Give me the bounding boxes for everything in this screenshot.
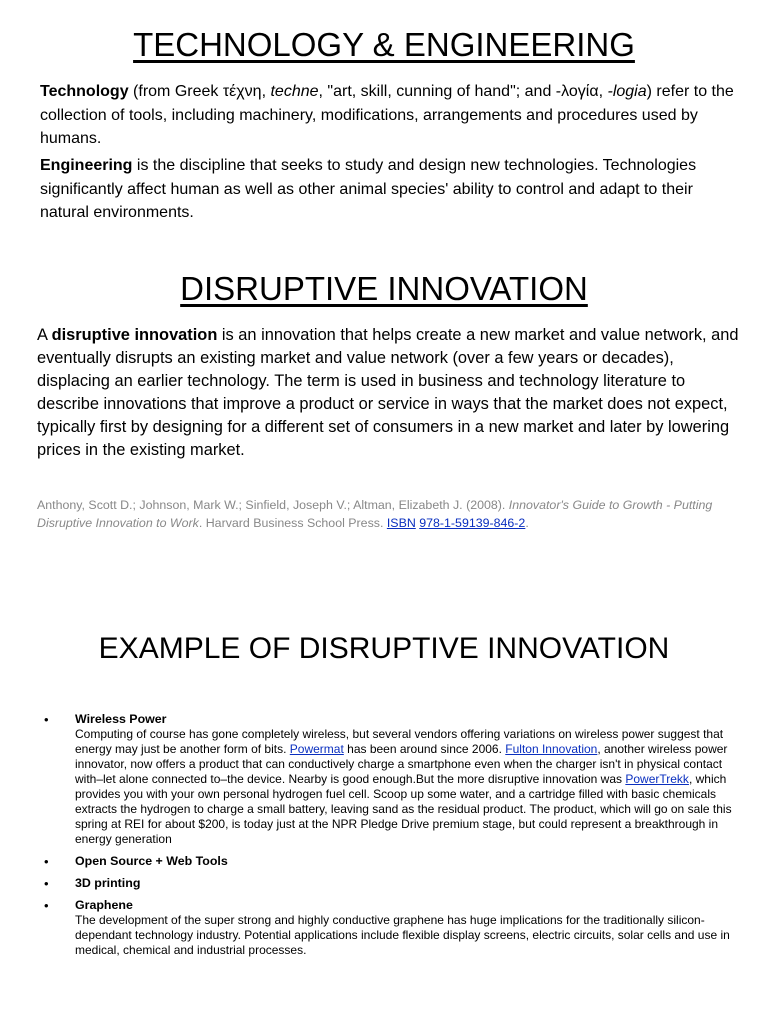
disruptive-paragraph bbox=[37, 324, 743, 462]
example-list bbox=[44, 712, 734, 958]
tech-text-2: , bbox=[261, 83, 271, 100]
techne-italic: techne bbox=[270, 83, 319, 100]
list-item-open-source bbox=[44, 854, 734, 869]
citation-end: . bbox=[525, 516, 529, 530]
logia-italic: -logia bbox=[607, 83, 647, 100]
list-item-3d-printing bbox=[44, 876, 734, 891]
graphene-text: The development of the super strong and highly conductive graphene has huge implications for the traditionally silicon-dependant technology industry. Potential applications include flexible display screens, electric circuits, solar cells and use in medical, chemical and industrial processes. bbox=[75, 913, 730, 957]
tech-text-4: , bbox=[598, 83, 608, 100]
graphene-heading: Graphene bbox=[75, 898, 133, 912]
wireless-text-3: , another wireless power innovator, now offers a product that can conductively charge a smartphone even when the charger isn't in physical contact with–let alone connected to–the device. Nearby is good enough.But the more disruptive innovation was bbox=[75, 742, 728, 786]
open-source-heading: Open Source + Web Tools bbox=[75, 854, 228, 868]
list-item-wireless-power bbox=[44, 712, 734, 847]
engineering-term: Engineering bbox=[40, 157, 133, 174]
tech-text-5: ) refer to the collection of tools, including machinery, modifications, arrangements and procedures used by humans. bbox=[40, 83, 734, 147]
list-item-graphene bbox=[44, 898, 734, 958]
bullet-icon: • bbox=[44, 898, 49, 913]
isbn-number-link[interactable]: 978-1-59139-846-2 bbox=[419, 516, 526, 530]
greek-logia: -λογία bbox=[555, 83, 599, 100]
powertrekk-link[interactable]: PowerTrekk bbox=[625, 772, 689, 786]
wireless-text-1: Computing of course has gone completely wireless, but several vendors offering variations on wireless power suggest that energy may just be another form of bits. bbox=[75, 727, 724, 756]
citation bbox=[37, 496, 737, 532]
bullet-icon: • bbox=[44, 876, 49, 891]
disruptive-term: disruptive innovation bbox=[51, 326, 218, 344]
citation-authors: Anthony, Scott D.; Johnson, Mark W.; Sinfield, Joseph V.; Altman, Elizabeth J. (2008). bbox=[37, 498, 509, 512]
technology-paragraph bbox=[40, 80, 740, 151]
title-example-disruptive-innovation: EXAMPLE OF DISRUPTIVE INNOVATION bbox=[98, 632, 670, 665]
engineering-paragraph bbox=[40, 154, 740, 225]
bullet-icon: • bbox=[44, 854, 49, 869]
citation-book: Innovator's Guide to Growth - Putting Disruptive Innovation to Work bbox=[37, 498, 713, 530]
title-disruptive-innovation: DISRUPTIVE INNOVATION bbox=[180, 270, 588, 307]
tech-text-3: , "art, skill, cunning of hand"; and bbox=[318, 83, 556, 100]
tech-text-1: (from Greek bbox=[128, 83, 223, 100]
greek-techne: τέχνη bbox=[222, 83, 262, 100]
wireless-text-2: has been around since 2006. bbox=[343, 742, 506, 756]
citation-publisher: . Harvard Business School Press. bbox=[198, 516, 387, 530]
wireless-text-4: , which provides you with your own personal hydrogen fuel cell. Scoop up some water, and a cartridge filled with basic chemicals extracts the hydrogen to charge a small battery, leaving sand as the residual product. The product, which will go on sale this spring at REI for about $200, is today just at the NPR Pledge Drive premium stage, but could represent a breakthrough in energy generation bbox=[75, 772, 732, 846]
3d-printing-heading: 3D printing bbox=[75, 876, 141, 890]
wireless-power-text bbox=[75, 727, 734, 847]
title-technology-engineering: TECHNOLOGY & ENGINEERING bbox=[133, 26, 635, 63]
disruptive-text: is an innovation that helps create a new market and value network, and eventually disrupts an existing market and value network (over a few years or decades), displacing an earlier technology. The term is used in business and technology literature to describe innovations that improve a product or service in ways that the market does not expect, typically first by designing for a different set of consumers in a new market and later by lowering prices in the existing market. bbox=[37, 326, 739, 459]
technology-term: Technology bbox=[40, 83, 129, 100]
wireless-power-heading: Wireless Power bbox=[75, 712, 167, 726]
powermat-link[interactable]: Powermat bbox=[289, 742, 344, 756]
fulton-innovation-link[interactable]: Fulton Innovation bbox=[505, 742, 598, 756]
engineering-text: is the discipline that seeks to study and design new technologies. Technologies significantly affect human as well as other animal species' ability to control and adapt to their natural environments. bbox=[40, 157, 697, 221]
disruptive-lead: A bbox=[37, 326, 52, 344]
isbn-link[interactable]: ISBN bbox=[386, 516, 416, 530]
bullet-icon: • bbox=[44, 712, 49, 727]
